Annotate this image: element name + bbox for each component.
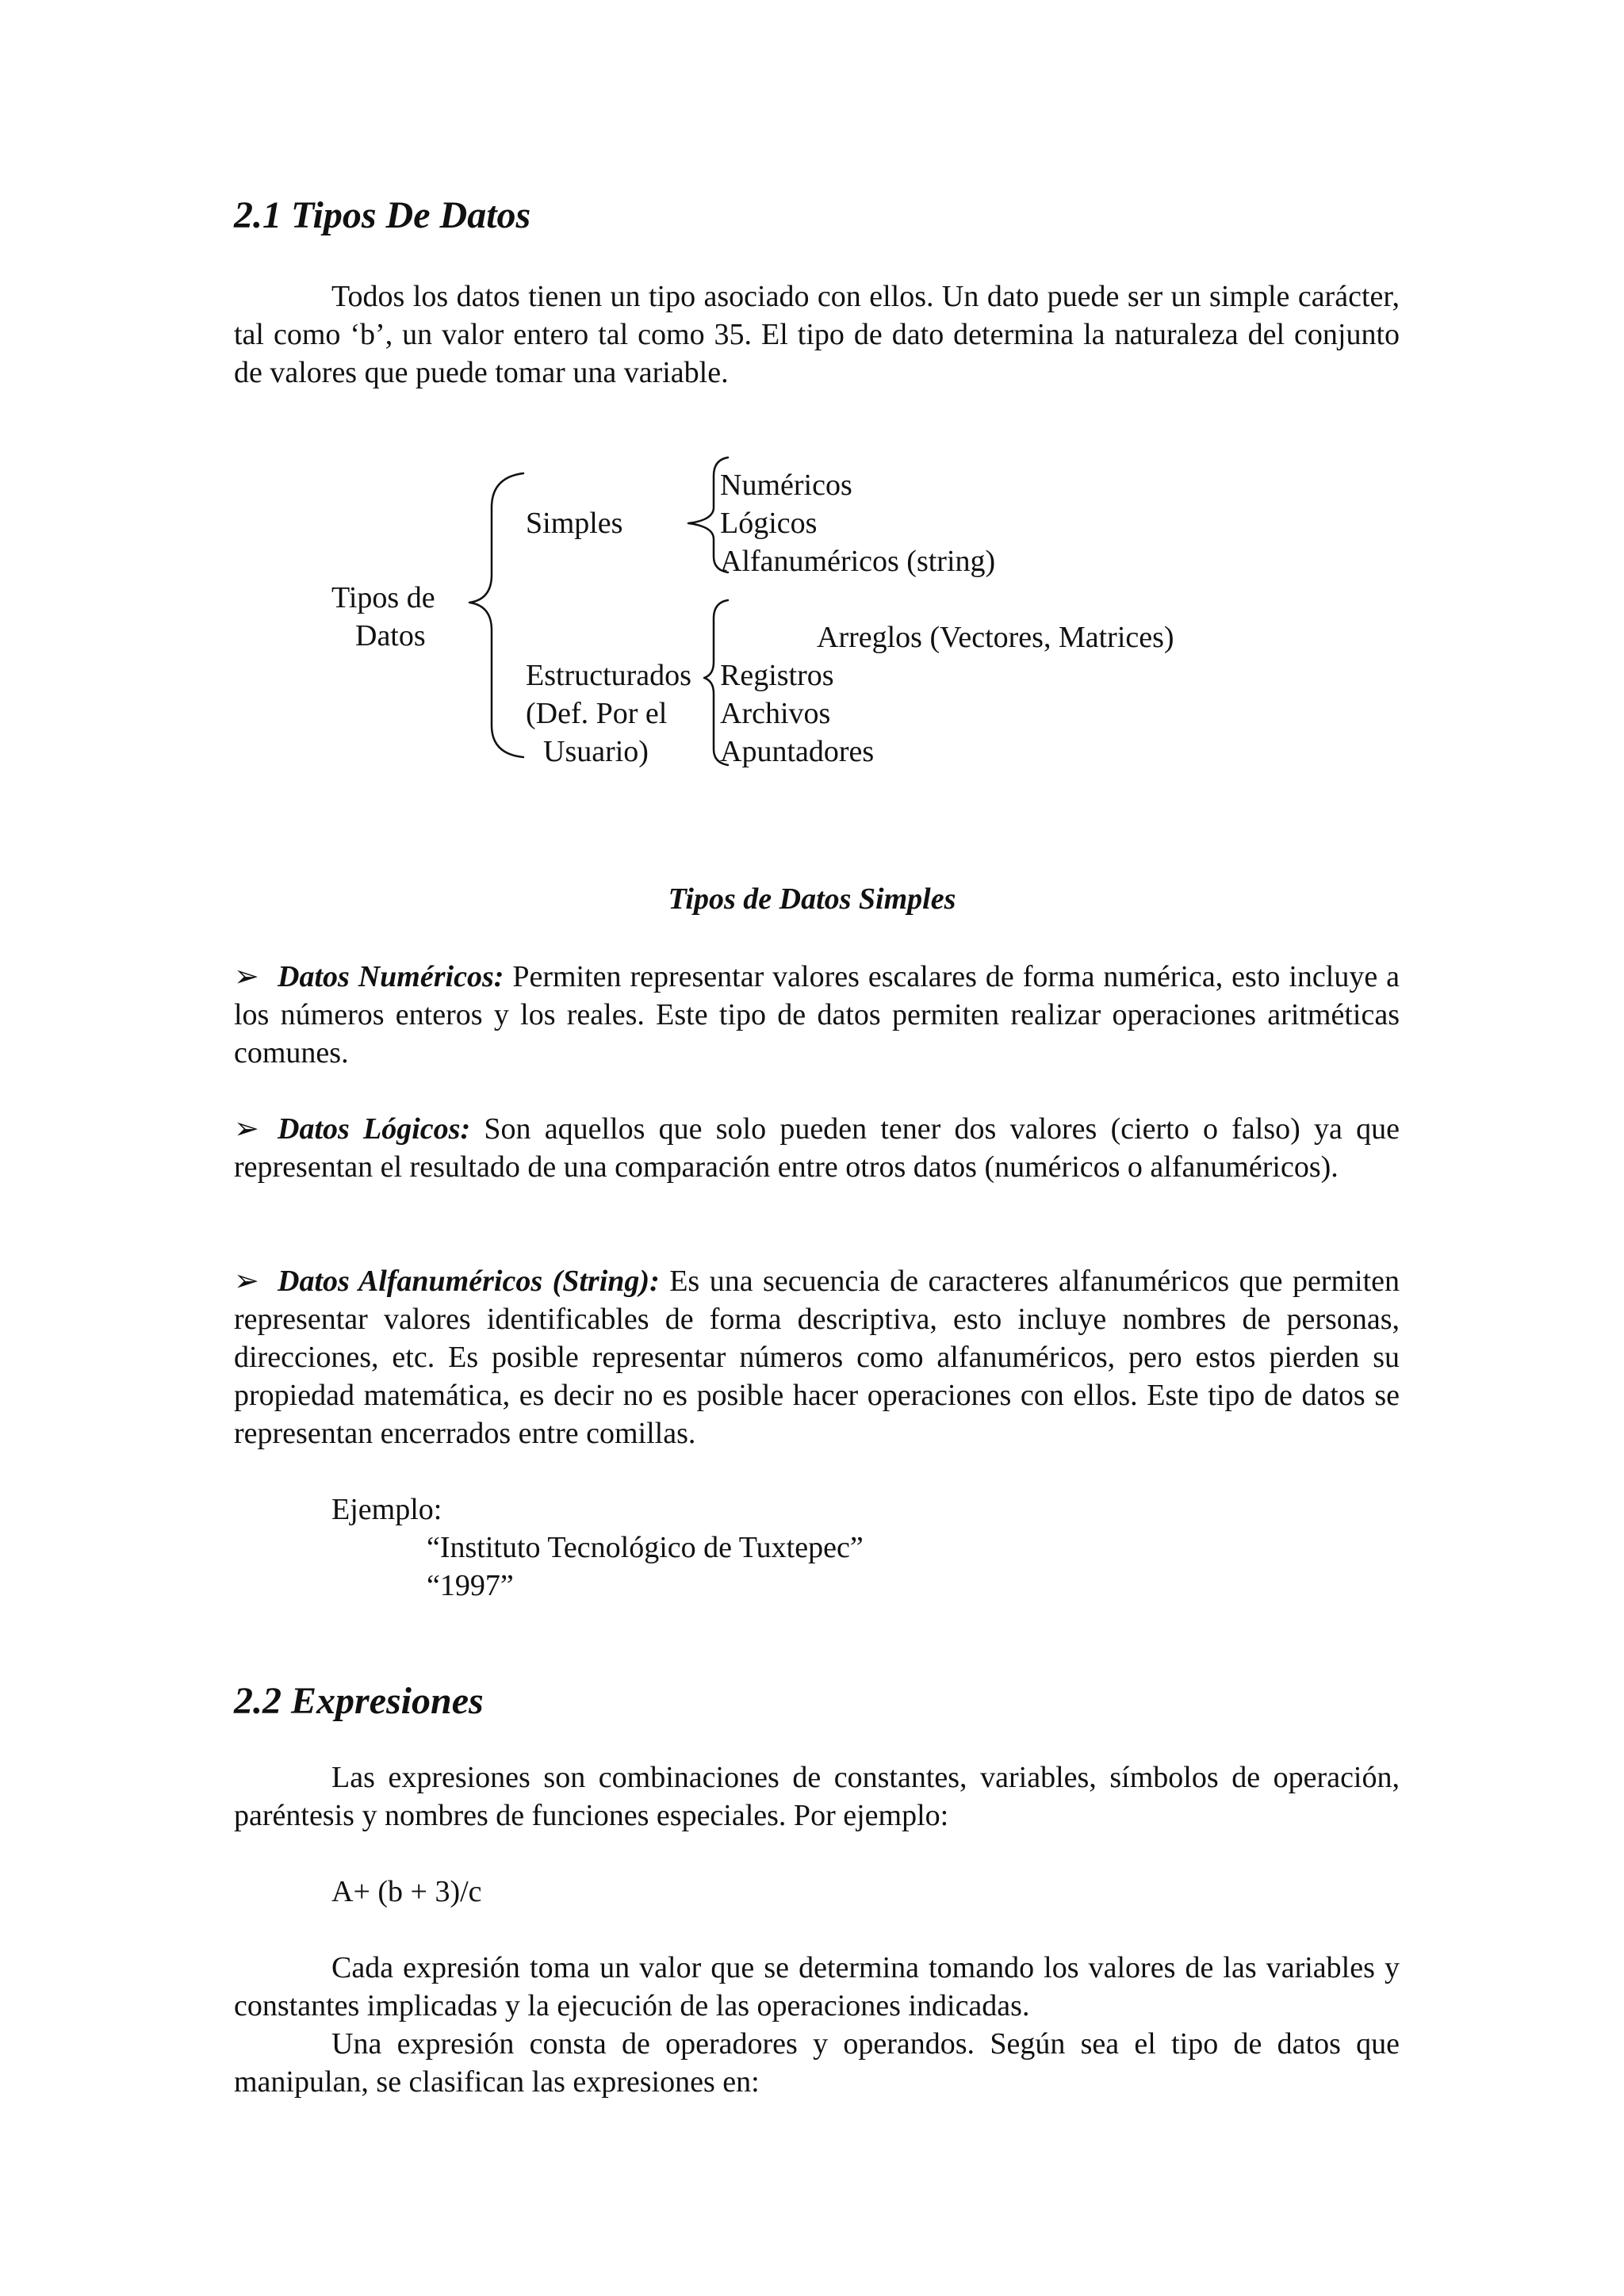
estructurados-item-arreglos: Arreglos (Vectores, Matrices) bbox=[817, 621, 1174, 654]
expresiones-paragraph-2: Cada expresión toma un valor que se determina tomando los valores de las variables y constantes implicadas y la ejecución de las operaciones indicadas. bbox=[234, 1951, 1400, 2022]
desc-datos-numericos: Permiten representar valores escalares de forma numérica, esto incluye a los números enteros y los reales. Este tipo de datos permiten realizar operaciones aritméticas comunes. bbox=[234, 960, 1400, 1070]
term-datos-numericos: Datos Numéricos: bbox=[278, 960, 504, 993]
estructurados-label-line1: Estructurados bbox=[526, 659, 691, 692]
estructurados-item-archivos: Archivos bbox=[720, 697, 831, 730]
term-datos-logicos: Datos Lógicos: bbox=[278, 1112, 471, 1146]
simples-item-alfanumericos: Alfanuméricos (string) bbox=[720, 545, 996, 578]
bullet-arrow-icon: ➢ bbox=[234, 960, 259, 993]
estructurados-label-line3: Usuario) bbox=[543, 735, 649, 768]
root-label-line2: Datos bbox=[355, 619, 426, 652]
bullet-arrow-icon: ➢ bbox=[234, 1112, 259, 1146]
expresiones-paragraph-3: Una expresión consta de operadores y operandos. Según sea el tipo de datos que manipulan, se clasifican las expresiones en: bbox=[234, 2027, 1400, 2099]
simples-item-logicos: Lógicos bbox=[720, 507, 818, 540]
example-string-1: “Instituto Tecnológico de Tuxtepec” bbox=[427, 1531, 864, 1564]
estructurados-item-registros: Registros bbox=[720, 659, 834, 692]
estructurados-label-line2: (Def. Por el bbox=[526, 697, 668, 730]
example-string-2: “1997” bbox=[427, 1569, 514, 1602]
example-label: Ejemplo: bbox=[331, 1493, 442, 1526]
bullet-datos-logicos bbox=[234, 1110, 1400, 1186]
simples-item-numericos: Numéricos bbox=[720, 469, 852, 502]
bullet-arrow-icon: ➢ bbox=[234, 1265, 259, 1298]
estructurados-item-apuntadores: Apuntadores bbox=[720, 735, 875, 768]
root-brace bbox=[469, 473, 523, 757]
expression-example: A+ (b + 3)/c bbox=[331, 1875, 482, 1908]
desc-datos-alfanumericos: Es una secuencia de caracteres alfanuméricos que permiten representar valores identificables de forma descriptiva, esto incluye nombres de personas, direcciones, etc. Es posible representar números como alfanuméricos, pero estos pierden su propiedad matemática, es decir no es posible hacer operaciones con ellos. Este tipo de datos se representan encerrados entre comillas. bbox=[234, 1265, 1400, 1450]
intro-paragraph: Todos los datos tienen un tipo asociado con ellos. Un dato puede ser un simple carácter, tal como ‘b’, un valor entero tal como 35. El tipo de dato determina la naturaleza del conjunto de valores que puede tomar una variable. bbox=[234, 280, 1400, 389]
root-label-line1: Tipos de bbox=[331, 581, 435, 614]
bullet-datos-numericos bbox=[234, 958, 1400, 1072]
bullet-datos-alfanumericos bbox=[234, 1262, 1400, 1452]
desc-datos-logicos: Son aquellos que solo pueden tener dos valores (cierto o falso) ya que representan el resultado de una comparación entre otros datos (numéricos o alfanuméricos). bbox=[234, 1112, 1400, 1184]
term-datos-alfanumericos: Datos Alfanuméricos (String): bbox=[278, 1265, 660, 1298]
expresiones-intro: Las expresiones son combinaciones de constantes, variables, símbolos de operación, paréntesis y nombres de funciones especiales. Por ejemplo: bbox=[234, 1761, 1400, 1832]
section-title-tipos-de-datos: 2.1 Tipos De Datos bbox=[234, 194, 531, 236]
simples-label: Simples bbox=[526, 507, 623, 540]
section-title-expresiones: 2.2 Expresiones bbox=[234, 1680, 484, 1722]
simple-types-title: Tipos de Datos Simples bbox=[668, 882, 956, 916]
